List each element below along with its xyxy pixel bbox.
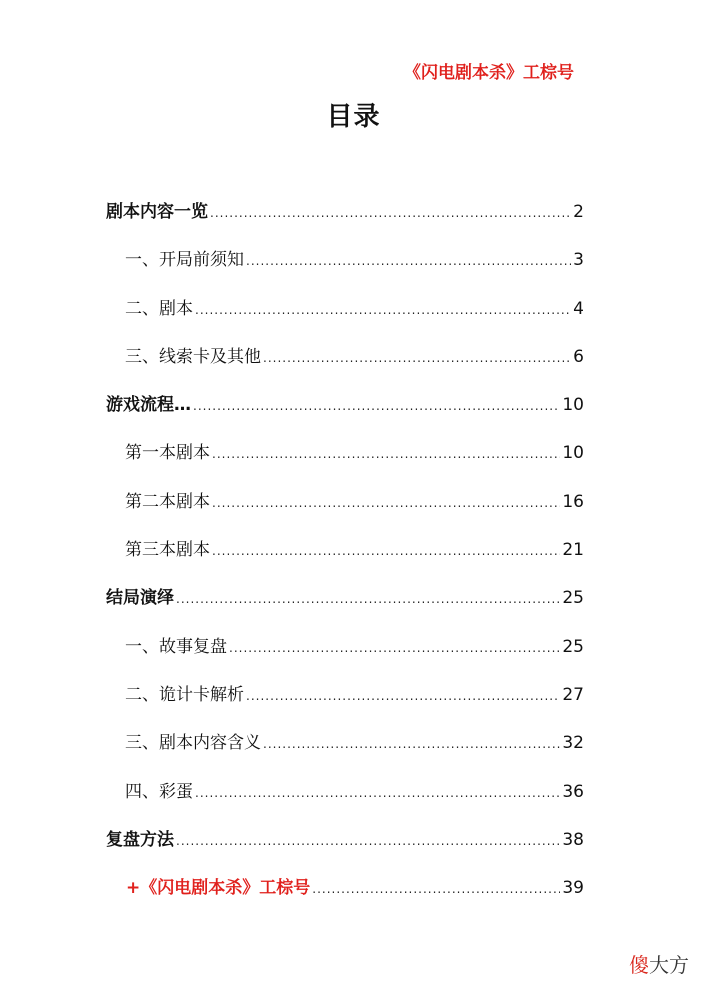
watermark-rest: 大方: [649, 953, 689, 977]
toc-entry-label: 第一本剧本: [125, 443, 210, 464]
toc-entry-label: 三、剧本内容含义: [125, 733, 261, 754]
toc-entry-trick-cards[interactable]: [106, 679, 584, 727]
toc-dot-leader: [195, 777, 560, 809]
toc-page-number: 4: [573, 298, 584, 319]
toc-entry-script-meaning[interactable]: [106, 727, 584, 775]
toc-page-number: 3: [573, 250, 584, 271]
toc-page-number: 10: [562, 443, 584, 464]
toc-page-number: 21: [562, 540, 584, 561]
toc-entry-label: 剧本内容一览: [106, 202, 208, 222]
toc-dot-leader: [229, 632, 560, 664]
toc-entry-label: 四、彩蛋: [125, 781, 193, 802]
toc-dot-leader: [263, 342, 571, 374]
toc-entry-label: 二、剧本: [125, 298, 193, 319]
toc-dot-leader: [212, 438, 560, 470]
toc-entry-second-script[interactable]: [106, 486, 584, 534]
toc-entry-label: 一、开局前须知: [125, 250, 244, 271]
toc-page-number: 32: [562, 733, 584, 754]
toc-dot-leader: [212, 487, 560, 519]
toc-entry-label: 结局演绎: [106, 588, 174, 609]
header-brand: 《闪电剧本杀》工棕号: [404, 63, 574, 83]
toc-page-number: 16: [562, 491, 584, 512]
watermark-first-char: 傻: [629, 953, 649, 977]
toc-dot-leader: [246, 245, 571, 277]
toc-dot-leader: [263, 728, 560, 760]
toc-page-number: 38: [562, 829, 584, 850]
toc-entry-game-flow[interactable]: [106, 389, 584, 437]
toc-dot-leader: [195, 294, 571, 326]
toc-entry-label: +《闪电剧本杀》工棕号: [126, 878, 311, 899]
toc-entry-script-overview[interactable]: [106, 196, 584, 244]
toc-entry-review-method[interactable]: [106, 824, 584, 872]
toc-dot-leader: [212, 535, 560, 567]
toc-dot-leader: [193, 390, 560, 422]
toc-page-number: 25: [562, 636, 584, 657]
toc-entry-label: 二、诡计卡解析: [125, 684, 244, 705]
table-of-contents: [106, 196, 584, 920]
toc-entry-label: 第二本剧本: [125, 491, 210, 512]
toc-dot-leader: [246, 680, 560, 712]
toc-entry-label: 游戏流程…: [106, 395, 191, 416]
toc-dot-leader: [176, 583, 560, 615]
toc-page-number: 10: [562, 395, 584, 416]
toc-entry-clue-cards[interactable]: [106, 341, 584, 389]
toc-entry-label: 复盘方法: [106, 829, 174, 850]
page-title: 目录: [326, 102, 381, 132]
toc-entry-first-script[interactable]: [106, 437, 584, 485]
toc-dot-leader: [210, 197, 571, 229]
toc-entry-script[interactable]: [106, 293, 584, 341]
toc-entry-third-script[interactable]: [106, 534, 584, 582]
toc-entry-brand-promo[interactable]: [106, 872, 584, 920]
toc-dot-leader: [176, 825, 560, 857]
toc-entry-label: 三、线索卡及其他: [125, 346, 261, 367]
watermark: [629, 949, 689, 978]
toc-page-number: 36: [562, 781, 584, 802]
toc-entry-story-review[interactable]: [106, 631, 584, 679]
toc-entry-label: 一、故事复盘: [125, 636, 227, 657]
toc-entry-easter-egg[interactable]: [106, 776, 584, 824]
toc-page-number: 6: [573, 346, 584, 367]
toc-entry-ending[interactable]: [106, 582, 584, 630]
toc-page-number: 25: [562, 588, 584, 609]
toc-page-number: 2: [573, 202, 584, 222]
toc-entry-label: 第三本剧本: [125, 540, 210, 561]
toc-dot-leader: [312, 873, 560, 905]
toc-page-number: 27: [562, 684, 584, 705]
toc-entry-pre-game-notes[interactable]: [106, 244, 584, 292]
toc-page-number: 39: [562, 878, 584, 899]
